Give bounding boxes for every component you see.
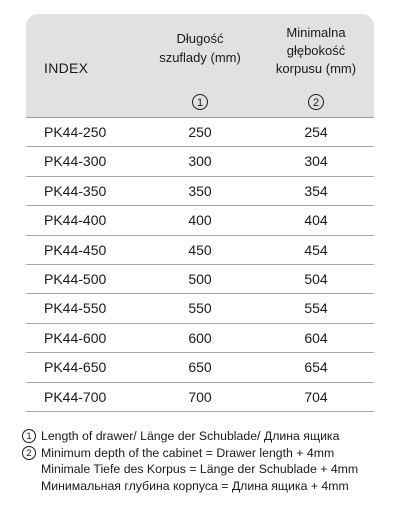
cell-index: PK44-550 [44,300,107,317]
header-length-line2: szuflady (mm) [159,50,241,65]
cell-length: 400 [188,212,212,229]
header-index-label: INDEX [44,60,89,76]
footnote-2-line-ru: Минимальная глубина корпуса = Длина ящика + 4mm [41,478,349,493]
cell-depth: 704 [304,388,328,405]
cell-depth: 654 [304,359,328,376]
header-depth-line1: Minimalna [286,25,346,40]
table-row [26,177,374,206]
drawer-size-table [26,14,374,412]
cell-length: 700 [188,388,212,405]
footnote-1 [22,428,382,445]
header-length-line1: Długość [176,31,224,46]
cell-depth: 254 [304,124,328,140]
cell-depth: 404 [304,212,328,229]
cell-index: PK44-400 [44,212,107,229]
header-length-label [142,29,258,67]
table-row [26,206,374,235]
table-row [26,353,374,382]
cell-depth: 454 [304,241,328,258]
header-length-marker: 1 [192,94,208,110]
header-depth-cell [258,14,374,117]
cell-depth: 504 [304,270,328,287]
table-row [26,147,374,176]
footnotes [22,428,382,494]
footnote-1-marker: 1 [22,429,36,443]
cell-length: 650 [188,359,212,376]
table-body [26,117,374,412]
cell-length: 300 [188,153,212,170]
cell-depth: 604 [304,329,328,346]
cell-index: PK44-600 [44,329,107,346]
header-depth-label [258,24,374,78]
header-depth-line2: głębokość [286,43,346,58]
header-index-cell [26,14,142,117]
table-row [26,265,374,294]
cell-index: PK44-450 [44,241,107,258]
cell-length: 250 [188,124,212,140]
cell-index: PK44-250 [44,124,107,140]
cell-depth: 354 [304,182,328,199]
table-header [26,14,374,117]
table-row [26,383,374,412]
cell-index: PK44-300 [44,153,107,170]
header-depth-marker: 2 [308,94,324,110]
footnote-2-marker: 2 [22,446,36,460]
table-row [26,236,374,265]
footnote-1-text: Length of drawer/ Länge der Schublade/ Длина ящика [41,429,340,443]
footnote-2-line-en: Minimum depth of the cabinet = Drawer length + 4mm [41,445,335,460]
table-row [26,294,374,323]
footnote-2 [22,445,382,495]
cell-depth: 554 [304,300,328,317]
cell-length: 450 [188,241,212,258]
header-length-cell [142,14,258,117]
header-depth-line3: korpusu (mm) [275,61,357,76]
cell-length: 600 [188,329,212,346]
table-row [26,324,374,353]
cell-index: PK44-700 [44,388,107,405]
cell-length: 500 [188,270,212,287]
cell-index: PK44-650 [44,359,107,376]
cell-length: 350 [188,182,212,199]
table-row [26,118,374,147]
cell-index: PK44-350 [44,182,107,199]
cell-depth: 304 [304,153,328,170]
cell-length: 550 [188,300,212,317]
footnote-2-line-de: Minimale Tiefe des Korpus = Länge der Schublade + 4mm [41,462,359,476]
cell-index: PK44-500 [44,270,107,287]
